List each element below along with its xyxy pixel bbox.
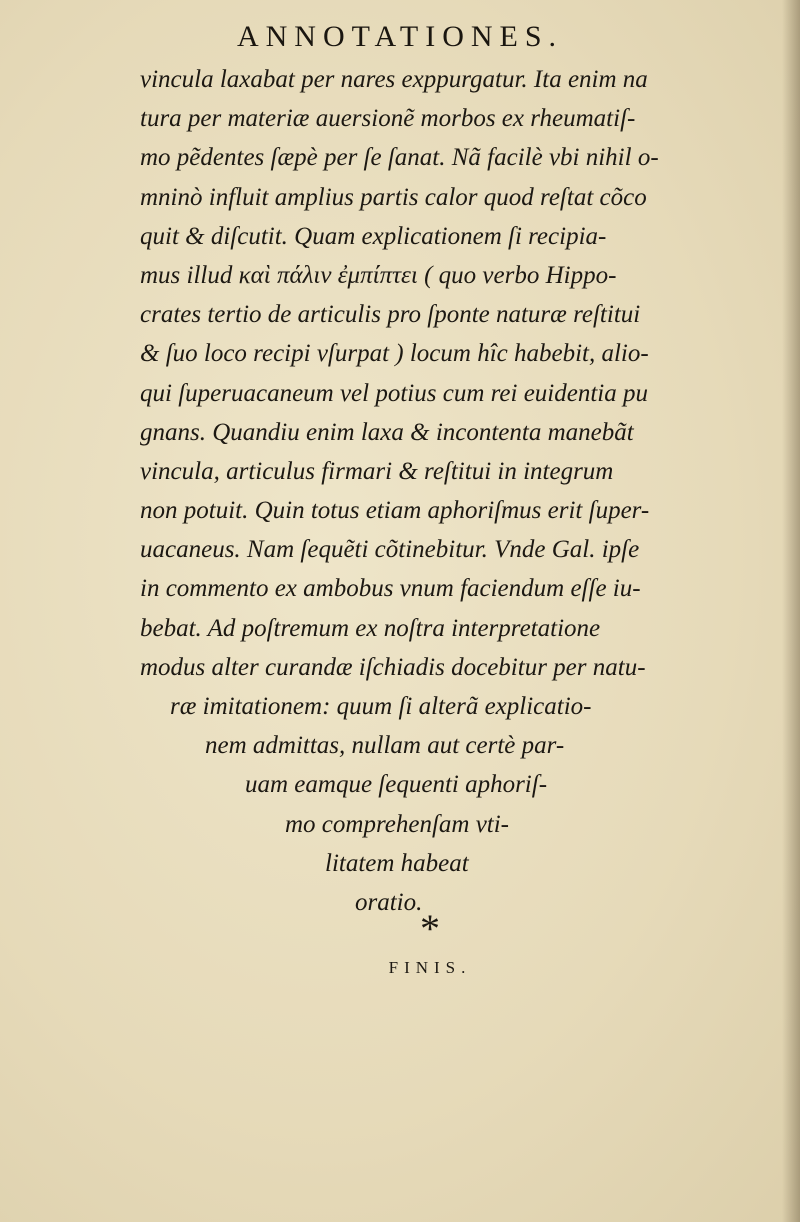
text-line: uacaneus. Nam ſequẽti cõtinebitur. Vnde Gal. ipſe <box>140 536 640 564</box>
text-line: litatem habeat <box>325 849 469 877</box>
text-line: mo pẽdentes ſæpè per ſe ſanat. Nã facilè vbi nihil o- <box>140 144 659 172</box>
annotation-text <box>140 60 770 922</box>
text-line: mninò influit amplius partis calor quod reſtat cõco <box>140 183 647 211</box>
text-line: mus illud καὶ πάλιν ἐμπίπτει ( quo verbo Hippo- <box>140 261 617 289</box>
text-line: uam eamque ſequenti aphoriſ- <box>245 771 548 799</box>
finis-label: FINIS. <box>388 958 472 977</box>
text-line: modus alter curandæ iſchiadis docebitur per natu- <box>140 653 646 681</box>
text-line: vincula laxabat per nares exppurgatur. Ita enim na <box>140 66 648 93</box>
text-line: non potuit. Quin totus etiam aphoriſmus erit ſuper- <box>140 497 650 525</box>
text-line: in commento ex ambobus vnum faciendum eſſe iu- <box>140 575 641 603</box>
text-line: & ſuo loco recipi vſurpat ) locum hîc habebit, alio- <box>140 340 649 368</box>
text-line: ræ imitationem: quum ſi alterã explicatio- <box>170 693 592 720</box>
text-line: quit & diſcutit. Quam explicationem ſi recipia- <box>140 222 607 250</box>
running-header: ANNOTATIONES. <box>236 20 564 53</box>
text-line: qui ſuperuacaneum vel potius cum rei euidentia pu <box>140 379 648 407</box>
text-line: oratio. <box>355 888 423 916</box>
text-line: crates tertio de articulis pro ſponte naturæ reſtitui <box>140 301 641 329</box>
page-edge-shadow <box>782 0 800 1222</box>
text-line: bebat. Ad poſtremum ex noſtra interpretatione <box>140 614 601 642</box>
text-line: gnans. Quandiu enim laxa & incontenta manebãt <box>140 418 634 446</box>
text-line: nem admittas, nullam aut certè par- <box>205 732 565 760</box>
text-line: mo comprehenſam vti- <box>285 810 510 838</box>
text-line: vincula, articulus firmari & reſtitui in integrum <box>140 457 614 485</box>
text-line: tura per materiæ auersionẽ morbos ex rheumatiſ- <box>140 105 636 133</box>
asterisk-ornament: * <box>420 906 440 951</box>
